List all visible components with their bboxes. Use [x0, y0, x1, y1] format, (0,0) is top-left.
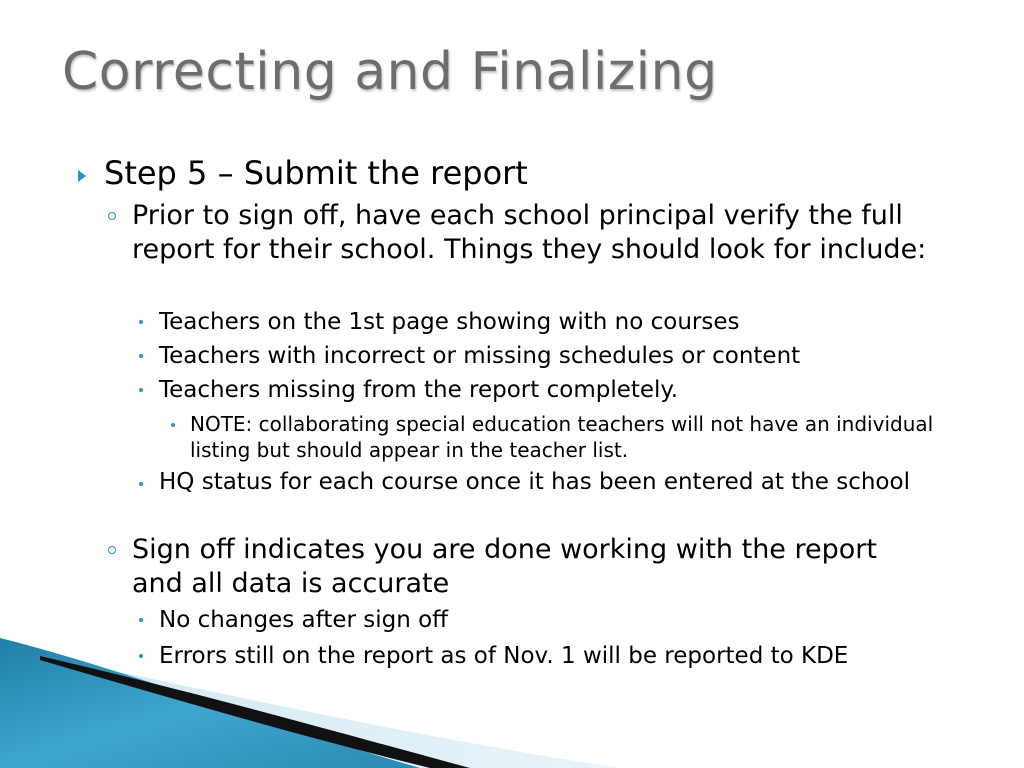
- triangle-bullet-icon: [78, 170, 86, 182]
- signoff-text: Sign off indicates you are done working with the report and all data is accurate: [132, 534, 877, 599]
- decorative-swoosh: [0, 638, 640, 768]
- dot-bullet-icon: [139, 482, 143, 486]
- look-for-item-1: Teachers on the 1st page showing with no courses: [159, 309, 740, 335]
- slide-title: Correcting and Finalizing: [62, 42, 718, 102]
- dot-bullet-icon: [139, 354, 143, 358]
- signoff-item-1: No changes after sign off: [159, 607, 449, 633]
- dot-bullet-icon: [139, 320, 143, 324]
- signoff-item-2: Errors still on the report as of Nov. 1 will be reported to KDE: [159, 643, 849, 669]
- dot-bullet-icon: [171, 423, 175, 427]
- note-text: NOTE: collaborating special education teachers will not have an individual listing but should appear in the teacher list.: [190, 412, 934, 462]
- ring-bullet-icon: [108, 546, 116, 554]
- ring-bullet-icon: [108, 212, 116, 220]
- look-for-item-3: Teachers missing from the report completely.: [159, 377, 679, 403]
- dot-bullet-icon: [139, 618, 143, 622]
- hq-text: HQ status for each course once it has been entered at the school: [159, 469, 910, 495]
- step-text: Step 5 – Submit the report: [104, 154, 528, 192]
- dot-bullet-icon: [139, 388, 143, 392]
- look-for-item-2: Teachers with incorrect or missing schedules or content: [159, 343, 801, 369]
- prior-text: Prior to sign off, have each school principal verify the full report for their school. Things they should look for include:: [132, 200, 927, 265]
